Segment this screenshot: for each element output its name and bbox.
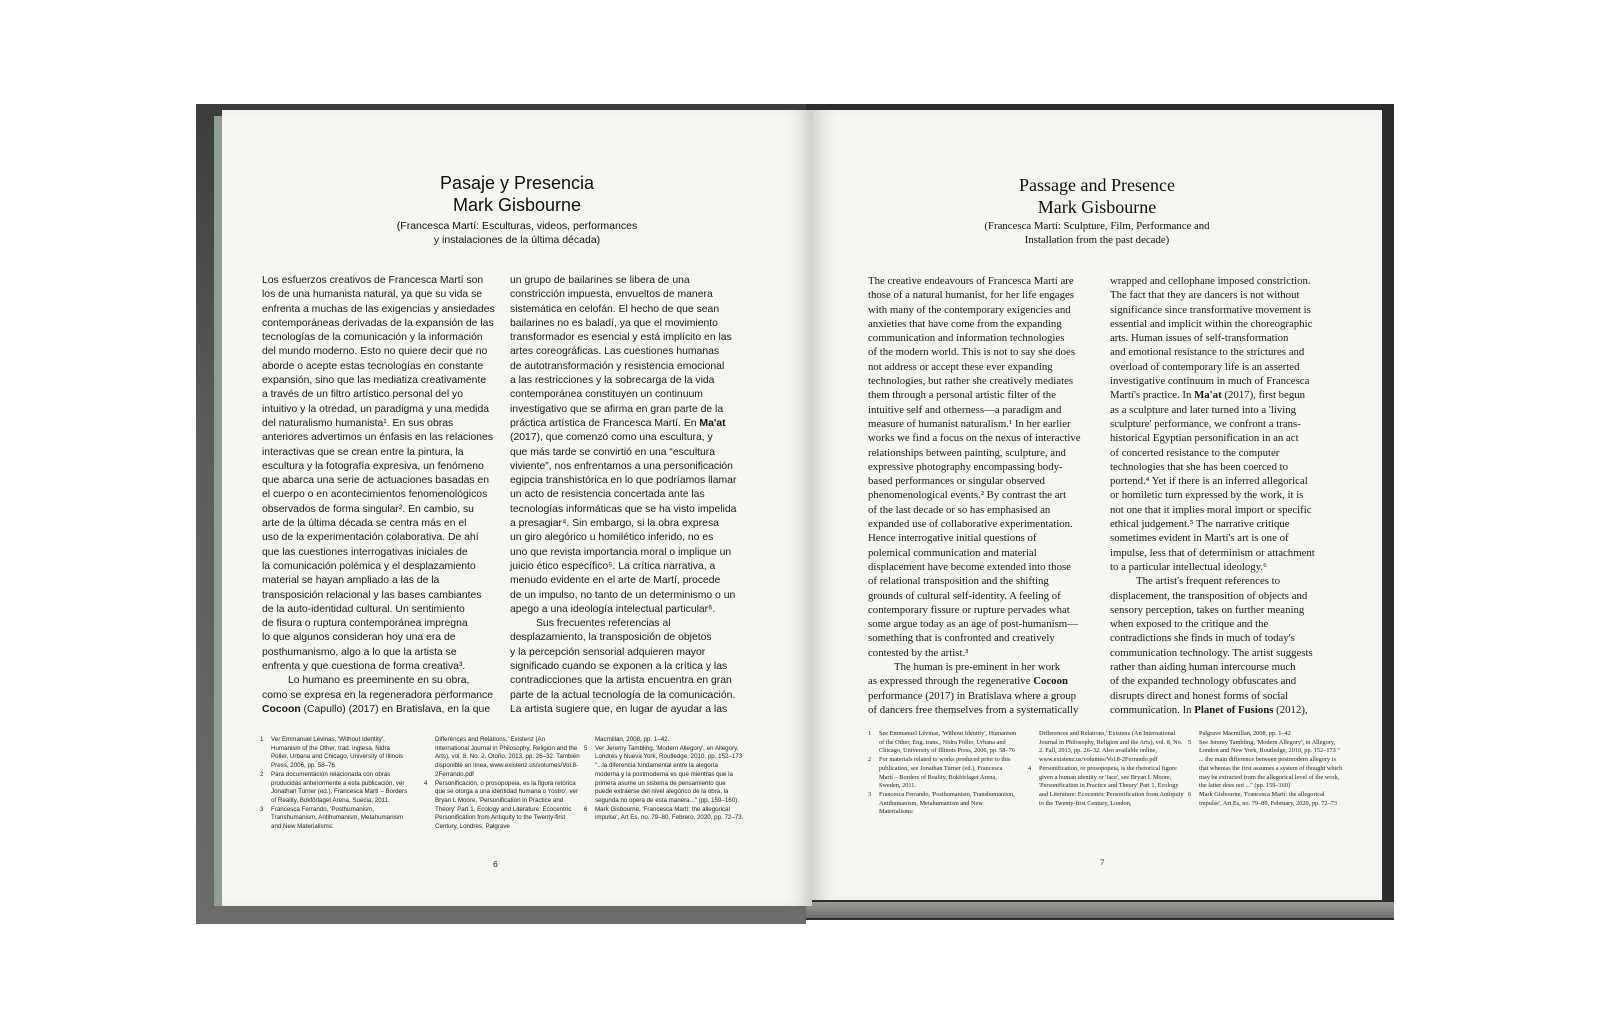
text-line: tecnologías informáticas que se ha visto impelida: [510, 503, 737, 515]
text-line: arts. Human issues of self-transformation: [1110, 332, 1289, 345]
text-run: (Capullo) (2017) en Bratislava, en la que: [300, 703, 491, 715]
text-line: Hence interrogative initial questions of: [868, 532, 1037, 545]
text-line: of the last decade or so has emphasised an: [868, 503, 1051, 516]
text-line: posthumanismo, algo a lo que la artista se: [262, 646, 457, 658]
text-line: to a particular intellectual ideology.⁶: [1110, 560, 1267, 573]
text-line: que las cuestiones interrogativas iniciales de: [262, 546, 468, 558]
text-line: The creative endeavours of Francesca Martí are: [868, 275, 1074, 287]
text-line: intuitive self and otherness—a paradigm and: [868, 403, 1062, 416]
text-line: el cuerpo o en acontecimientos fenomenológicos: [262, 489, 488, 501]
text-line: bailarines no es baladí, ya que el movimiento: [510, 317, 718, 329]
text-line: enfrenta a muchas de las exigencias y ansiedades: [262, 303, 495, 315]
text-line: of dancers free themselves from a systematically: [868, 703, 1079, 716]
text-line: arte de la última década se centra más en el: [262, 518, 467, 530]
footnote-number: 5: [584, 744, 588, 752]
text-line: The fact that they are dancers is not without: [1110, 289, 1300, 302]
text-line: contradictions she finds in much of today's: [1110, 632, 1295, 645]
text-line: de un impulso, no tanto de un determinismo o un: [510, 589, 736, 601]
footnote-text: Ver Emmanuel Lévinas, 'Without Identity', Humanism of the Other, trad. inglesa, Nidra Poller, Urbana and Chicago, University of Illinois Press, 2006, pp. 58–76: [271, 736, 404, 770]
text-line: something that is confronted and creatively: [868, 632, 1055, 645]
text-line: un grupo de bailarines se libera de una: [510, 275, 690, 286]
text-line: technologies that she has been coerced to: [1110, 460, 1289, 473]
paragraph-4: [510, 617, 750, 717]
text-line: contemporánea constituyen un continuum: [510, 389, 703, 401]
text-line: y la percepción sensorial adquieren mayor: [510, 646, 706, 658]
body-column-2: [510, 274, 750, 717]
text-line: and emotional resistance to the strictures and: [1110, 346, 1305, 359]
text-line: of the modern world. This is not to say she does: [868, 346, 1076, 359]
footnote: [1028, 765, 1186, 809]
text-line: portend.⁴ Yet if there is an inferred allegorical: [1110, 475, 1308, 488]
footnote-text: Francesca Ferrando, 'Posthumanism, Transhumanism, Antihumanism, Metahumanism and New Materialisms:: [879, 790, 1015, 816]
text-line: rather than aiding human intercourse much: [1110, 661, 1296, 674]
text-line: ethical judgement.⁵ The narrative critique: [1110, 518, 1290, 531]
text-line: a través de un filtro artístico personal del yo: [262, 389, 463, 401]
paragraph-2-rest: [868, 689, 1108, 718]
footnote: [584, 745, 744, 806]
text-line: lo que algunos consideran hoy una era de: [262, 632, 456, 644]
text-line: práctica artística de Francesca Martí. En Ma'at: [510, 417, 726, 429]
text-line: sistemática en celofán. El hecho de que sean: [510, 303, 720, 315]
text-line: relationships between painting, sculpture, and: [868, 446, 1066, 459]
text-line: significance since transformative movement is: [1110, 303, 1311, 316]
left-page: [222, 110, 812, 906]
text-line: some argue today as an age of post-humanism—: [868, 618, 1078, 631]
footnote-text: Personification, or prosopopeia, is the rhetorical figure given a human identity or 'face', see Bryan L Moore, 'Personification in Practice and Theory' Part 1, Ecology and Literature: Ecocentric Personification from Antiquity to the Twenty-first Century, London,: [1039, 764, 1184, 807]
text-line: expansión, sino que las mediatiza creativamente: [262, 375, 487, 387]
footnote-number: 5: [1188, 738, 1192, 746]
text-line: communication technology. The artist suggests: [1110, 646, 1313, 659]
text-line: anteriores advertimos un énfasis en las relaciones: [262, 432, 494, 444]
text-line: constricción impuesta, envueltos de manera: [510, 289, 713, 301]
author-name: Mark Gisbourne: [452, 195, 582, 215]
text-line: de autotransformación y resistencia emocional: [510, 360, 725, 372]
text-line: works we find a focus on the nexus of interactive: [868, 432, 1081, 445]
paragraph-2-first-line: The human is pre-eminent in her work: [894, 661, 1061, 674]
text-line: La artista sugiere que, en lugar de ayudar a las: [510, 703, 728, 715]
footnote-number: [584, 736, 595, 745]
work-title: Cocoon: [262, 703, 301, 715]
paragraph-1: [868, 274, 1108, 660]
text-line: intuitivo y la otredad, un paradigma y una medida: [262, 403, 490, 415]
page-number: 6: [493, 859, 498, 869]
text-line: que más tarde se convirtió en una “escultura: [510, 446, 716, 458]
footnote: [260, 771, 408, 806]
text-line: del naturalismo humanista¹. En sus obras: [262, 417, 454, 429]
text-line: displacement, the transposition of objects and: [1110, 589, 1308, 602]
text-line: of the expanded technology obfuscates and: [1110, 675, 1297, 688]
text-line: measure of humanist naturalism.¹ In her earlier: [868, 417, 1071, 430]
text-line: un giro alegórico u homilético inferido, no es: [510, 532, 714, 544]
paragraph-2-last-line: [262, 703, 502, 717]
footnote: [584, 736, 744, 745]
text-line: transformador es esencial y está implícito en las: [510, 332, 732, 344]
text-line: interactivas que se crean entre la pintura, la: [262, 446, 464, 458]
text-line: communication and information technologies: [868, 332, 1065, 345]
text-line: performance (2017) in Bratislava where a group: [868, 689, 1077, 702]
footnote-text: Differences and Relations,' Existenz (An International Journal in Philosophy, Religion and the Arts), vol. 8, No. 2. Otoño, 2013, pp. 26–32. También disponible en línea, www.existenz.us/volumes/Vol.8-2Ferrando.pdf: [435, 736, 580, 778]
footnotes-column-3: [1188, 730, 1344, 808]
text-line: not one that it implies moral import or specific: [1110, 503, 1312, 516]
footnote: [868, 730, 1018, 756]
work-title: Planet of Fusions: [1194, 703, 1274, 716]
text-line: que abarca una serie de actuaciones basadas en: [262, 475, 490, 487]
footnote-number: 4: [424, 779, 428, 787]
text-run: as expressed through the regenerative: [868, 675, 1034, 688]
page-number: 7: [1100, 857, 1105, 867]
footnote-number: 6: [584, 805, 588, 813]
work-title: Cocoon: [1033, 675, 1068, 688]
text-line: de la auto-identidad cultural. Un sentimiento: [262, 603, 465, 615]
text-line: investigativo que se afirma en gran parte de la: [510, 403, 724, 415]
text-line: a presagiar⁴. Sin embargo, si la obra expresa: [510, 518, 719, 530]
text-line: aborde o acepte estas tecnologías en constante: [262, 360, 484, 372]
text-line: technologies, but rather she creatively mediates: [868, 375, 1074, 388]
text-line: viviente”, nos enfrentamos a una personificación: [510, 460, 733, 472]
text-line: expressive photography encompassing body-: [868, 460, 1063, 473]
subtitle-line-1: (Francesca Martí: Esculturas, videos, performances: [396, 220, 638, 232]
footnote: [584, 806, 744, 823]
text-line: The artist's frequent references to: [1136, 575, 1281, 588]
right-page: [812, 110, 1382, 900]
text-line: them through a personal artistic filter of the: [868, 389, 1056, 402]
body-column-1: [868, 274, 1108, 717]
subtitle-line-2: y instalaciones de la última década): [433, 234, 601, 246]
text-line: menudo evidente en el arte de Martí, procede: [510, 575, 721, 587]
text-line: contested by the artist.³: [868, 646, 969, 659]
footnote-text: Macmillan, 2008, pp. 1–42.: [595, 736, 670, 743]
footnote-text: Mark Gisbourne, 'Francesca Martí: the allegorical impulse', Art Es, no. 79–80, February, 2020, pp. 72–73: [1199, 790, 1338, 807]
footnote-text: See Jeremy Tambling, 'Modern Allegory', in Allegory, London and New York, Routledge, 2010, pp. 152–173 " ... the main difference between postmodern allegory is that whereas the first assumes a system of thought which may be extracted from the allegorical level of the work, the latter does not ..." (pp. 159–160): [1199, 738, 1343, 790]
footnote-text: Palgrave Macmillan, 2008, pp. 1–42: [1199, 730, 1291, 737]
text-line: sculpture' performance, we confront a trans-: [1110, 417, 1301, 430]
text-line: enfrenta y que cuestiona de forma creativa³.: [262, 661, 466, 673]
text-line: del mundo moderno. Esto no quiere decir que no: [262, 346, 488, 358]
footnote: [1188, 791, 1344, 808]
footnote: [260, 806, 408, 832]
footnotes-column-1: [868, 730, 1018, 817]
paragraph-2-second-line: [868, 674, 1108, 688]
body-column-1: [262, 274, 502, 717]
text-line: (2017), que comenzó como una escultura, y: [510, 432, 713, 444]
footnote: [1188, 730, 1344, 739]
footnote-number: [1028, 730, 1039, 765]
text-line: sensory perception, takes on further meaning: [1110, 603, 1305, 616]
text-line: impulse, less that of determinism or attachment: [1110, 546, 1315, 559]
subtitle-line-2: Installation from the past decade): [1024, 234, 1170, 246]
text-line: a las restricciones y la sobrecarga de la vida: [510, 375, 715, 387]
footnote-number: 1: [260, 736, 264, 743]
footnote: [424, 736, 580, 780]
footnote-number: 6: [1188, 790, 1192, 798]
footnote: [1188, 739, 1344, 791]
footnote: [868, 791, 1018, 817]
footnote-text: Personificación, o prosopopeia, es la figura retórica que se otorga a una identidad humana o 'rostro', ver Bryan L Moore, 'Personification in Practice and Theory' Part 1, Ecology and Literature: Ecocentric Personification from Antiquity to the Twenty-first Century, Londres, Palgrave: [435, 779, 579, 831]
page-title: Pasaje y Presencia: [439, 173, 595, 193]
text-line: observados de forma singular². En cambio, su: [262, 503, 474, 515]
text-line: overload of contemporary life is an asserted: [1110, 360, 1300, 373]
text-line: como se expresa en la regeneradora performance: [262, 689, 494, 701]
text-line: transposición relacional y las bases cambiantes: [262, 589, 482, 601]
text-line: essential and implicit within the choreographic: [1110, 317, 1313, 330]
text-line: los de una humanista natural, ya que su vida se: [262, 289, 483, 301]
text-line: based performances or singular observed: [868, 475, 1045, 488]
text-line: Martí's practice. In Ma'at (2017), first begun: [1110, 389, 1306, 402]
text-line: escultura y la fotografía expresiva, un fenómeno: [262, 460, 484, 472]
text-line: phenomenological events.² By contrast the art: [868, 489, 1067, 502]
text-line: tecnologías de la comunicación y la información: [262, 332, 483, 344]
text-line: la comunicación polémica y el desplazamiento: [262, 560, 476, 572]
footnote: [260, 736, 408, 771]
book-page-edge: [806, 902, 1394, 918]
text-line: grounds of cultural self-identity. A feeling of: [868, 589, 1061, 602]
text-line: parte de la actual tecnología de la comunicación.: [510, 689, 736, 701]
footnote-number: [1188, 730, 1199, 739]
footnotes-column-1: [260, 736, 408, 832]
text-line: as a sculpture and later turned into a 'living: [1110, 403, 1297, 416]
paragraph-1: [262, 274, 502, 674]
text-run: communication. In: [1110, 703, 1195, 716]
paragraph-2: [262, 674, 502, 703]
text-line: contradicciones que la artista encuentra en gran: [510, 675, 732, 687]
paragraph-3: [1110, 274, 1358, 574]
body-column-2: [1110, 274, 1358, 717]
text-line: egipcia transhistórica en lo que podríamos llamar: [510, 475, 737, 487]
text-line: polemical communication and material: [868, 546, 1037, 559]
text-line: wrapped and cellophane imposed constriction.: [1110, 275, 1311, 287]
text-line: significado cuando se exponen a la crítica y las: [510, 661, 728, 673]
footnote-number: 2: [260, 770, 264, 778]
footnotes-column-3: [584, 736, 744, 823]
footnote-text: Para documentación relacionada con obras producidas anteriormente a esta publicación, ver Jonathan Turner (ed.), Francesca Martí – Borders of Reality, Bokförlaget Arena, Suecia, 2011.: [271, 770, 408, 804]
footnote: [424, 780, 580, 832]
footnote-text: Mark Gisbourne, 'Francesca Martí: the allegorical impulse', Art Es, no. 79–80, Febrero, 2020, pp. 72–73.: [595, 805, 744, 822]
text-line: apego a una ideología intelectual particular⁶.: [510, 603, 716, 615]
text-line: Los esfuerzos creativos de Francesca Martí son: [262, 275, 484, 286]
text-line: uso de la experimentación colaborativa. De ahí: [262, 532, 479, 544]
text-line: of relational transposition and the shifting: [868, 575, 1049, 588]
text-line: Lo humano es preeminente en su obra,: [288, 675, 470, 687]
footnotes-column-2: [1028, 730, 1186, 808]
text-line: juicio ético específico⁵. La crítica narrativa, a: [510, 560, 716, 572]
text-line: uno que revista importancia moral o implique un: [510, 546, 732, 558]
text-line: displacement have become extended into those: [868, 560, 1071, 573]
text-line: un acto de resistencia concertada ante las: [510, 489, 705, 501]
text-line: disrupts direct and honest forms of social: [1110, 689, 1289, 702]
footnote: [868, 756, 1018, 791]
text-line: contemporary fissure or rupture pervades what: [868, 603, 1070, 616]
footnote-text: Francesca Ferrando, 'Posthumanism, Transhumanism, Antihumanism, Metahumanism and New Materialisms:: [271, 805, 404, 831]
paragraph-4-last-line: [1110, 703, 1358, 717]
footnote-number: 3: [868, 790, 872, 798]
footnote-number: [424, 736, 435, 780]
text-line: when exposed to the critique and the: [1110, 618, 1269, 631]
text-line: not address or accept these ever expanding: [868, 360, 1053, 373]
footnote-text: See Emmanuel Lévinas, 'Without Identity', Humanism of the Other, Eng. trans., Nidra Poller, Urbana and Chicago, University of Illinois Press, 2006, pp. 58–76: [879, 730, 1017, 755]
page-title: Passage and Presence: [1019, 175, 1175, 195]
text-line: contemporáneas derivadas de la expansión de las: [262, 317, 494, 329]
text-line: historical Egyptian personification in an act: [1110, 432, 1299, 445]
text-line: de fisura o ruptura contemporánea impregna: [262, 618, 468, 630]
text-line: material se hayan ampliado a las de la: [262, 575, 440, 587]
author-name: Mark Gisbourne: [1037, 197, 1157, 217]
paragraph-3: [510, 274, 750, 617]
subtitle-line-1: (Francesca Martí: Sculpture, Film, Performance and: [984, 220, 1210, 232]
text-line: anxieties that have come from the expanding: [868, 317, 1062, 330]
footnote-number: 1: [868, 730, 872, 737]
text-line: with many of the contemporary exigencies and: [868, 303, 1071, 316]
text-line: sometimes evident in Martí's art is one of: [1110, 532, 1289, 545]
text-line: Sus frecuentes referencias al: [536, 618, 671, 630]
text-line: investigative continuum in much of Francesca: [1110, 375, 1310, 388]
text-run: (2012),: [1273, 703, 1308, 716]
text-line: or homiletic turn expressed by the work, it is: [1110, 489, 1304, 502]
text-line: expanded use of collaborative experimentation.: [868, 518, 1073, 531]
text-line: artes coreográficas. Las cuestiones humanas: [510, 346, 720, 358]
paragraph-4: [1110, 574, 1358, 703]
text-line: desplazamiento, la transposición de objetos: [510, 632, 712, 644]
text-line: of concerted resistance to the computer: [1110, 446, 1280, 459]
footnote-text: For materials related to works produced prior to this publication, see Jonathan Turner (ed.), Francesca Martí – Borders of Reality, Bokförlaget Arena, Sweden, 2011.: [879, 756, 1011, 790]
footnote-number: 4: [1028, 764, 1032, 772]
text-line: those of a natural humanist, for her life engages: [868, 289, 1074, 302]
footnote-number: 2: [868, 756, 872, 764]
footnote-text: Differences and Relations,' Existenz (An International Journal in Philosophy, Religion and the Arts), vol. 8, No. 2. Fall, 2013, pp. 26–32. Also available online, www.existenz.us/volumes/Vol.8-2Ferrando.pdf: [1039, 730, 1183, 764]
footnote: [1028, 730, 1186, 765]
footnote-text: Ver Jeremy Tambling, 'Modern Allegory', en Allegory, Londres y Nueva York, Routledge, 2010, pp. 152–173 "...la diferencia fundamental entre la alegoría moderna y la postmoderna es que mientras que la primera asume un sistema de pensamiento que puede extraerse del nivel alegórico de la obra, la segunda no opera de esta manera..." (pp. 159–160).: [595, 744, 743, 804]
footnotes-column-2: [424, 736, 580, 832]
footnote-number: 3: [260, 805, 264, 813]
